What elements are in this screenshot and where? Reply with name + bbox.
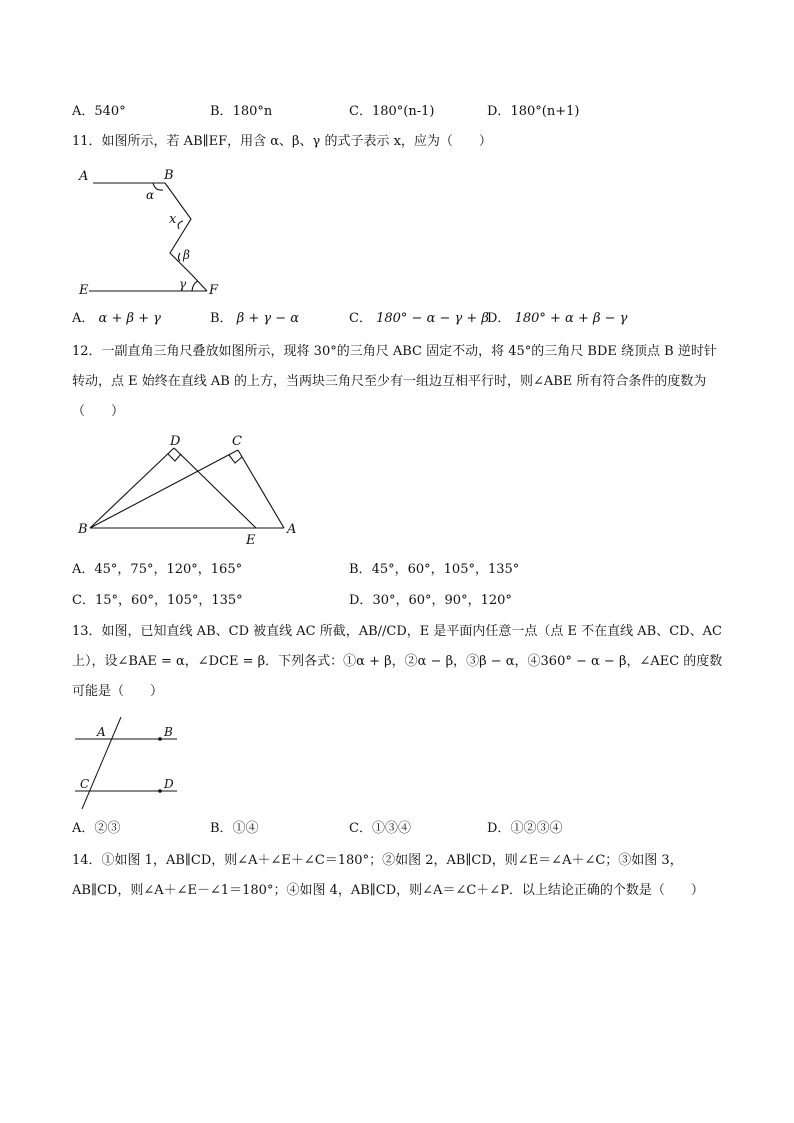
- q12-figure: [76, 430, 306, 550]
- q12-stem: 12．一副直角三角尺叠放如图所示，现将 30°的三角尺 ABC 固定不动，将 45°的三角尺 BDE 绕顶点 B 逆时针转动，点 E 始终在直线 AB 的上方，当两块三角尺至少有一组边互相平行时，则∠ABE 所有符合条件的度数为（ ）: [72, 344, 717, 419]
- q11-label-b: B: [164, 168, 174, 183]
- q13-point-b: [158, 737, 162, 741]
- q13-point-d: [158, 789, 162, 793]
- q13-option-b: B．①④: [210, 821, 259, 836]
- q11-option-a: A． α + β + γ: [72, 311, 161, 326]
- q12-label-c: C: [232, 434, 242, 449]
- q13-label-b: B: [164, 725, 173, 739]
- q13-label-d: D: [164, 777, 174, 791]
- q11-figure: [75, 163, 225, 303]
- q12-label-d: D: [170, 434, 181, 449]
- q10-option-a: A．540°: [72, 104, 126, 119]
- q12-label-e: E: [246, 533, 256, 548]
- q10-option-b: B．180°n: [210, 104, 273, 119]
- q11-option-d: D． 180° + α + β − γ: [487, 311, 628, 326]
- q11-option-c: C． 180° − α − γ + β: [349, 311, 489, 326]
- q11-label-alpha: α: [146, 188, 155, 202]
- q10-option-c: C．180°(n-1): [349, 104, 435, 119]
- q12-option-b: B．45°，60°，105°，135°: [349, 562, 520, 577]
- q13-label-a: A: [97, 725, 106, 739]
- q12-label-b: B: [78, 522, 88, 537]
- q13-stem: 13．如图，已知直线 AB、CD 被直线 AC 所截，AB//CD，E 是平面内任意一点（点 E 不在直线 AB、CD、AC 上），设∠BAE = α，∠DCE = β．下列各式：①α + β，②α − β，③β − α，④360° − α − β，∠AEC 的度数可能是（ ）: [72, 624, 723, 699]
- q13-option-a: A．②③: [72, 821, 121, 836]
- q12-option-c: C．15°，60°，105°，135°: [72, 593, 243, 608]
- q11-label-beta: β: [183, 248, 190, 262]
- q11-label-a: A: [79, 169, 89, 184]
- q11-stem: 11．如图所示，若 AB∥EF，用含 α、β、γ 的式子表示 x，应为（ ）: [72, 134, 492, 149]
- q11-label-e: E: [79, 283, 89, 298]
- q10-option-d: D．180°(n+1): [487, 104, 580, 119]
- q13-figure: [72, 712, 182, 812]
- q13-option-c: C．①③④: [349, 821, 411, 836]
- q13-option-d: D．①②③④: [487, 821, 563, 836]
- q14-stem: 14．①如图 1，AB∥CD，则∠A＋∠E＋∠C＝180°；②如图 2，AB∥CD，则∠E＝∠A＋∠C；③如图 3，AB∥CD，则∠A＋∠E－∠1＝180°；④如图 4，AB∥CD，则∠A＝∠C＋∠P．以上结论正确的个数是（ ）: [72, 853, 704, 898]
- q11-option-b: B． β + γ − α: [210, 311, 300, 326]
- q11-label-gamma: γ: [179, 277, 187, 291]
- q11-label-f: F: [209, 283, 219, 298]
- q12-option-d: D．30°，60°，90°，120°: [349, 593, 512, 608]
- q11-label-x: x: [169, 212, 177, 227]
- q12-option-a: A．45°，75°，120°，165°: [72, 562, 243, 577]
- q13-label-c: C: [80, 777, 90, 791]
- q12-label-a: A: [287, 522, 297, 537]
